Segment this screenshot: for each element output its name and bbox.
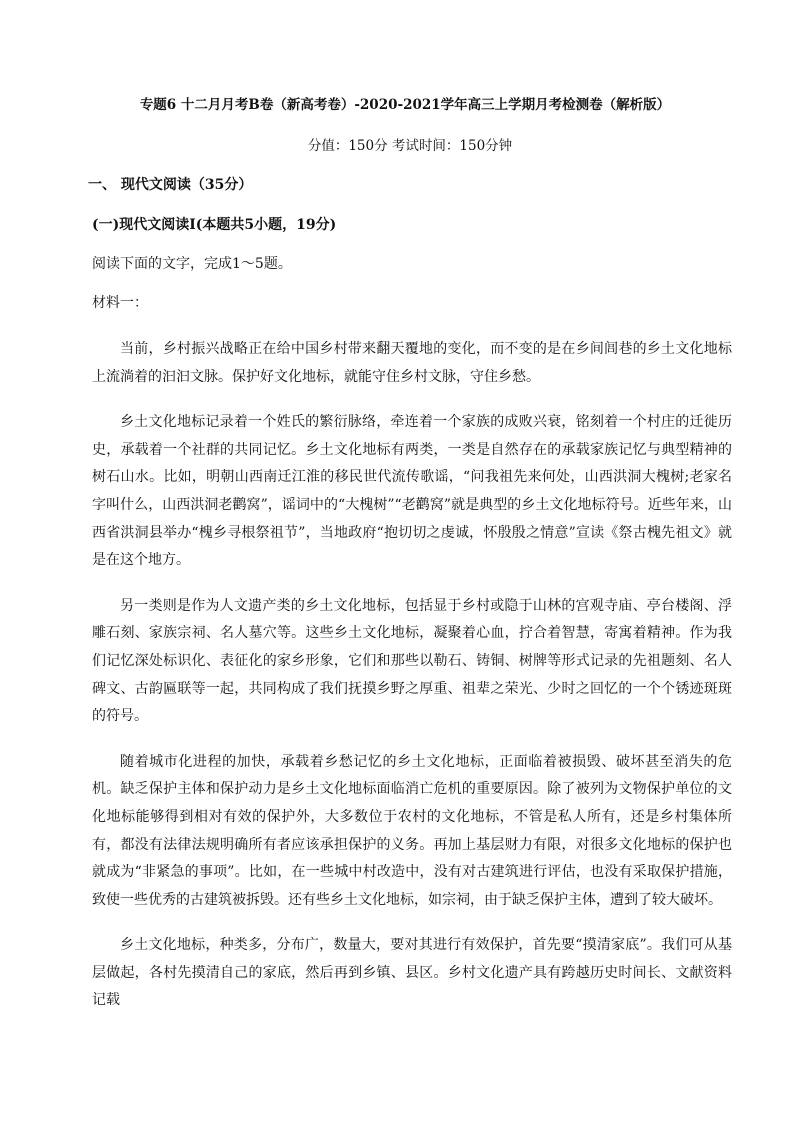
document-title: 专题6 十二月月考B卷（新高考卷）-2020-2021学年高三上学期月考检测卷（解析版） <box>139 97 671 113</box>
subsection-heading: (一)现代文阅读Ⅰ(本题共5小题，19分) <box>92 217 337 233</box>
paragraph: 乡土文化地标记录着一个姓氏的繁衍脉络，牵连着一个家族的成败兴衰，铭刻着一个村庄的迁徙历史，承载着一个社群的共同记忆。乡土文化地标有两类，一类是自然存在的承载家族记忆与典型精神的树石山水。比如，明朝山西南迁江淮的移民世代流传歌谣，“问我祖先来何处，山西洪洞大槐树;老家名字叫什么，山西洪洞老鹳窝”，谣词中的“大槐树”“老鹳窝”就是典型的乡土文化地标符号。近些年来，山西省洪洞县举办“槐乡寻根祭祖节”，当地政府“抱切切之虔诚，怀殷殷之情意”宣读《祭古槐先祖文》就是在这个地方。 <box>92 414 732 569</box>
score-and-time: 分值：150分 考试时间：150分钟 <box>307 138 513 154</box>
section-heading: 一、 现代文阅读（35分） <box>88 177 253 193</box>
reading-instruction: 阅读下面的文字，完成1～5题。 <box>92 256 292 272</box>
paragraph: 随着城市化进程的加快，承载着乡愁记忆的乡土文化地标，正面临着被损毁、破坏甚至消失的危机。缺乏保护主体和保护动力是乡土文化地标面临消亡危机的重要原因。除了被列为文物保护单位的文化地标能够得到相对有效的保护外，大多数位于农村的文化地标，不管是私人所有，还是乡村集体所有，都没有法律法规明确所有者应该承担保护的义务。再加上基层财力有限，对很多文化地标的保护也就成为“非紧急的事项”。比如，在一些城中村改造中，没有对古建筑进行评估，也没有采取保护措施，致使一些优秀的古建筑被拆毁。还有些乡土文化地标，如宗祠，由于缺乏保护主体，遭到了较大破坏。 <box>92 753 732 908</box>
paragraph: 当前，乡村振兴战略正在给中国乡村带来翻天覆地的变化，而不变的是在乡间闾巷的乡土文化地标上流淌着的汩汩文脉。保护好文化地标，就能守住乡村文脉，守住乡愁。 <box>92 341 732 385</box>
material-label: 材料一： <box>92 295 148 311</box>
paragraph: 乡土文化地标，种类多，分布广，数量大，要对其进行有效保护，首先要“摸清家底”。我们可从基层做起，各村先摸清自己的家底，然后再到乡镇、县区。乡村文化遗产具有跨越历史时间长、文献资料记载 <box>92 937 732 1009</box>
paragraph: 另一类则是作为人文遗产类的乡土文化地标，包括显于乡村或隐于山林的宫观寺庙、亭台楼阁、浮雕石刻、家族宗祠、名人墓穴等。这些乡土文化地标，凝聚着心血，拧合着智慧，寄寓着精神。作为我们记忆深处标识化、表征化的家乡形象，它们和那些以勒石、铸铜、树牌等形式记录的先祖题刻、名人碑文、古韵匾联等一起，共同构成了我们抚摸乡野之厚重、祖辈之荣光、少时之回忆的一个个锈迹斑斑的符号。 <box>92 597 732 725</box>
